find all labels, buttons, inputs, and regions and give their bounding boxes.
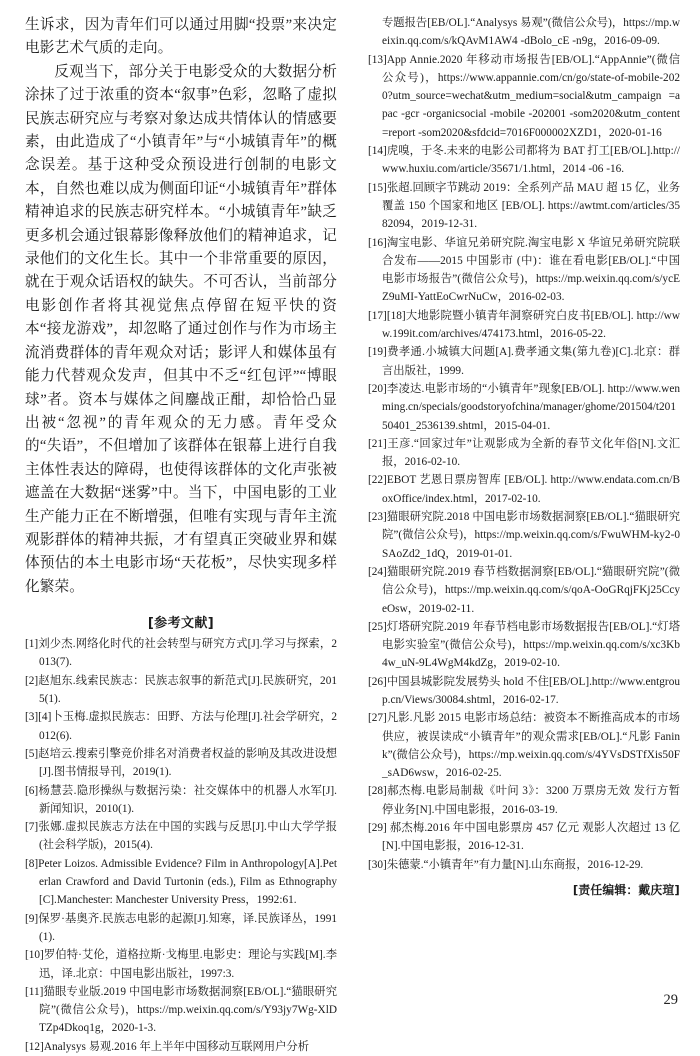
references-heading: [参考文献] — [147, 616, 215, 632]
reference-item: [21]王彦.“回家过年”让观影成为全新的春节文化年俗[N].文汇报，2016-02-10. — [368, 437, 680, 469]
reference-item: [30]朱德蒙.“小镇青年”有力量[N].山东商报，2016-12-29. — [368, 858, 644, 871]
left-column — [25, 0, 337, 1056]
reference-item: [12]Analysys 易观.2016 年上半年中国移动互联网用户分析 — [25, 1040, 309, 1053]
reference-item: [26]中国县城影院发展势头 hold 不住[EB/OL].http://www.entgroup.cn/Views/30084.shtml，2016-02-17. — [368, 675, 680, 706]
reference-item: [7]张娜.虚拟民族志方法在中国的实践与反思[J].中山大学学报(社会科学版)，2015(4). — [25, 821, 337, 852]
right-column — [368, 0, 680, 898]
reference-item: [16]淘宝电影、华谊兄弟研究院.淘宝电影 X 华谊兄弟研究院联合发布——2015 中国影市 (中)：谁在看电影[EB/OL].“中国电影市场报告”(微信公众号)，https://mp.weixin.qq.com/s/ycEZ9uMI-YattEoCwrNuCw，2016-02-03. — [368, 236, 680, 304]
reference-item: [20]李凌达.电影市场的“小镇青年”现象[EB/OL]. http://www.wenming.cn/specials/goodstoryofchina/manager/ghome/201504/t20150401_2536139.shtml，2015-04-01. — [368, 382, 680, 432]
reference-item: [9]保罗·基奥齐.民族志电影的起源[J].知寒，译.民族译丛，1991(1). — [25, 912, 337, 943]
reference-item: [5]赵培云.搜索引擎竞价排名对消费者权益的影响及其改进设想[J].图书情报导刊，2019(1). — [25, 747, 337, 779]
reference-item: [10]罗伯特·艾伦，道格拉斯·戈梅里.电影史：理论与实践[M].李迅，译.北京：中国电影出版社，1997:3. — [25, 949, 337, 980]
editor-note: [责任编辑：戴庆瑄] — [572, 882, 680, 897]
reference-item: [13]App Annie.2020 年移动市场报告[EB/OL].“AppAnnie”(微信公众号)，https://www.appannie.com/cn/go/state-of-mobile-2020?utm_source=wechat&utm_medium=social&utm_campaign =apac -gcr -organicsocial -mobile -202001 -som2020&utm_content =report -som2020&sfdcid=7016F000002XZD1，2020-01-16 — [368, 53, 680, 139]
page-number: 29 — [663, 992, 678, 1008]
body-paragraph: 反观当下，部分关于电影受众的大数据分析涂抹了过于浓重的资本“叙事”色彩，忽略了虚拟民族志研究应与考察对象达成共情体认的情感要素，由此造成了“小镇青年”与“小城镇青年”的概念误差。基于这种受众预设进行创制的电影文本，自然也难以成为侧面印证“小城镇青年”群体精神追求的民族志研究样本。“小城镇青年”缺乏更多机会通过银幕影像释放他们的精神追求，记录他们的文化生长。其中一个非常重要的原因，就在于观众话语权的缺失。不可否认，当前部分电影创作者将其视觉焦点停留在短平快的资本“接龙游戏”，却忽略了通过创作与作为市场主流消费群体的青年观众对话；影评人和媒体虽有能力代替观众发声，但其中不乏“红包评”“博眼球”者。资本与媒体之间鏖战正酣，却恰恰凸显出被“忽视”的青年观众的无力感。青年受众的“失语”，不但增加了该群体在银幕上进行自我主体性表达的障碍，也使得该群体的文化声张被遮盖在大数据“迷雾”中。当下，中国电影的工业生产能力正在不断增强，但唯有实现与青年主流观影群体的精神共振，才有望真正突破业界和媒体预估的本土电影市场“天花板”，尽快实现多样化繁荣。 — [25, 63, 337, 595]
reference-item: [1]刘少杰.网络化时代的社会转型与研究方式[J].学习与探索，2013(7). — [25, 638, 337, 669]
body-paragraph: 生诉求，因为青年们可以通过用脚“投票”来决定电影艺术气质的走向。 — [25, 17, 337, 57]
reference-item: [2]赵旭东.线索民族志：民族志叙事的新范式[J].民族研究，2015(1). — [25, 674, 337, 706]
reference-item: [24]猫眼研究院.2019 春节档数据洞察[EB/OL].“猫眼研究院”(微信公众号)，https://mp.weixin.qq.com/s/qoA-OoGRqjFKj25CcyeOsw，2019-02-11. — [368, 565, 680, 615]
reference-item: [17][18]大地影院暨小镇青年洞察研究白皮书[EB/OL]. http://www.199it.com/archives/474173.html，2016-05-22. — [368, 309, 680, 341]
reference-item: [19]费孝通.小城镇大问题[A].费孝通文集(第九卷)[C].北京：群言出版社，1999. — [368, 346, 680, 377]
reference-item: [27]凡影.凡影 2015 电影市场总结：被资本不断推高成本的市场供应，被误读成“小镇青年”的观众需求[EB/OL].“凡影 Fanink”(微信公众号)，https://mp.weixin.qq.com/s/4YVsDSTfXis50F_sAD6wsw，2016-02-25. — [368, 712, 680, 780]
reference-item: [25]灯塔研究院.2019 年春节档电影市场数据报告[EB/OL].“灯塔电影实验室”(微信公众号)，https://mp.weixin.qq.com/s/xc3Kb4w_uN-9L4WgM4kdZg，2019-02-10. — [368, 620, 680, 670]
reference-item: [6]杨慧芸.隐形操纵与数据污染：社交媒体中的机器人水军[J].新闻知识，2010(1). — [25, 784, 337, 815]
reference-item: [15]张超.回顾字节跳动 2019：全系列产品 MAU 超 15 亿，业务覆盖 150 个国家和地区 [EB/OL]. https://awtmt.com/articles/3582094，2019-12-31. — [368, 181, 680, 231]
reference-item: [14]虎嗅，于冬.未来的电影公司都将为 BAT 打工[EB/OL].http://www.huxiu.com/article/35671/1.html，2014 -06 -16. — [368, 145, 680, 176]
reference-item: [29] 郝杰梅.2016 年中国电影票房 457 亿元 观影人次超过 13 亿[N].中国电影报，2016-12-31. — [368, 822, 680, 853]
reference-item: [8]Peter Loizos. Admissible Evidence? Film in Anthropology[A].Peterlan Crawford and David Turtonin (eds.), Film as Ethnography[C].Manchester: Manchester University Press，1992:61. — [25, 857, 337, 907]
reference-continuation: 专题报告[EB/OL].“Analysys 易观”(微信公众号)，https://mp.weixin.qq.com/s/kQAvM1AW4 -dBolo_cE -n9g，2016-09-09. — [382, 17, 680, 48]
references-list-left — [25, 635, 337, 1056]
reference-item: [22]EBOT 艺恩日票房智库 [EB/OL]. http://www.endata.com.cn/BoxOffice/index.html，2017-02-10. — [368, 474, 680, 505]
reference-item: [11]猫眼专业版.2019 中国电影市场数据洞察[EB/OL].“猫眼研究院”(微信公众号)，https://mp.weixin.qq.com/s/Y93jy7Wg-XlDTZp4Dkoq1g，2020-1-3. — [25, 985, 337, 1035]
reference-item: [28]郝杰梅.电影局制裁《叶问 3》：3200 万票房无效 发行方暂停业务[N].中国电影报，2016-03-19. — [368, 785, 680, 816]
reference-item: [23]猫眼研究院.2018 中国电影市场数据洞察[EB/OL].“猫眼研究院”(微信公众号)，https://mp.weixin.qq.com/s/FwuWHM-ky2-0SAoZd2_1dQ，2019-01-01. — [368, 511, 680, 560]
references-list-right — [368, 51, 680, 874]
reference-item: [3][4]卜玉梅.虚拟民族志：田野、方法与伦理[J].社会学研究，2012(6). — [25, 711, 337, 742]
